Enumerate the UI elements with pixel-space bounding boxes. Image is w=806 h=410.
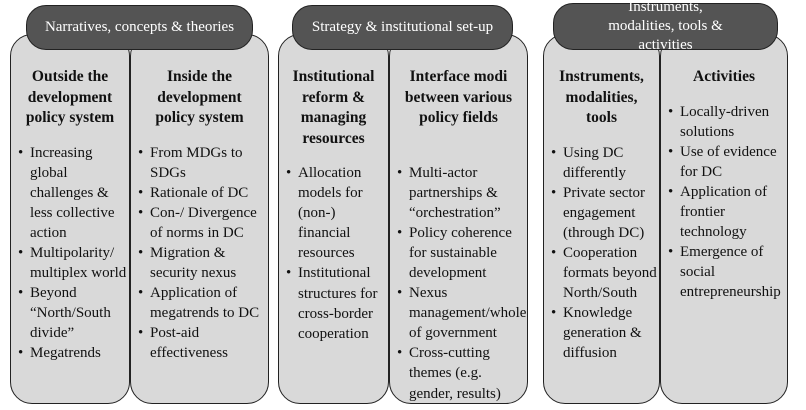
list-item: • Increasing global challenges & less collective action (18, 143, 129, 243)
column-heading: Interface modi between various policy fields (404, 68, 513, 126)
list-item: • Multipolarity/ multiplex world (18, 243, 129, 283)
list-item: • Knowledge generation & diffusion (551, 303, 659, 363)
item-list (11, 143, 129, 364)
column-inside-dev-policy (130, 34, 269, 404)
list-item: • Emergence of social entrepreneurship (668, 242, 787, 302)
list-item: • Migration & security nexus (138, 243, 268, 283)
list-item: • Locally-driven solutions (668, 102, 787, 142)
list-item: • Institutional structures for cross-border cooperation (286, 263, 388, 343)
item-list (390, 163, 527, 404)
group-header-narratives: Narratives, concepts & theories (26, 5, 253, 50)
column-heading: Institutional reform & managing resources (292, 68, 375, 147)
item-list (544, 143, 659, 364)
list-item: • Cross-cutting themes (e.g. gender, results) (397, 343, 527, 403)
list-item: • Use of evidence for DC (668, 142, 787, 182)
column-interface-modi (389, 34, 528, 404)
list-item: • Post-aid effectiveness (138, 323, 268, 363)
column-heading: Instruments, modalities, tools (559, 68, 644, 126)
list-item: • Megatrends (18, 343, 129, 363)
list-item: • From MDGs to SDGs (138, 143, 268, 183)
list-item: • Policy coherence for sustainable development (397, 223, 527, 283)
item-list (661, 102, 787, 303)
column-institutional-reform (278, 34, 389, 404)
list-item: • Using DC differently (551, 143, 659, 183)
list-item: • Application of frontier technology (668, 182, 787, 242)
group-header-strategy: Strategy & institutional set-up (292, 5, 513, 50)
column-outside-dev-policy (10, 34, 130, 404)
item-list (279, 163, 388, 344)
group-header-instruments: Instruments, modalities, tools & activities (553, 3, 778, 50)
list-item: • Multi-actor partnerships & “orchestration” (397, 163, 527, 223)
list-item: • Private sector engagement (through DC) (551, 183, 659, 243)
item-list (131, 143, 268, 364)
column-heading: Activities (693, 68, 755, 85)
column-heading: Inside the development policy system (155, 68, 244, 126)
list-item: • Con-/ Divergence of norms in DC (138, 203, 268, 243)
column-activities (660, 34, 788, 404)
list-item: • Application of megatrends to DC (138, 283, 268, 323)
list-item: • Cooperation formats beyond North/South (551, 243, 659, 303)
list-item: • Allocation models for (non-) financial resources (286, 163, 388, 263)
column-instruments (543, 34, 660, 404)
list-item: • Rationale of DC (138, 183, 268, 203)
list-item: • Beyond “North/South divide” (18, 283, 129, 343)
list-item: • Nexus management/whole of government (397, 283, 527, 343)
column-heading: Outside the development policy system (25, 68, 115, 126)
